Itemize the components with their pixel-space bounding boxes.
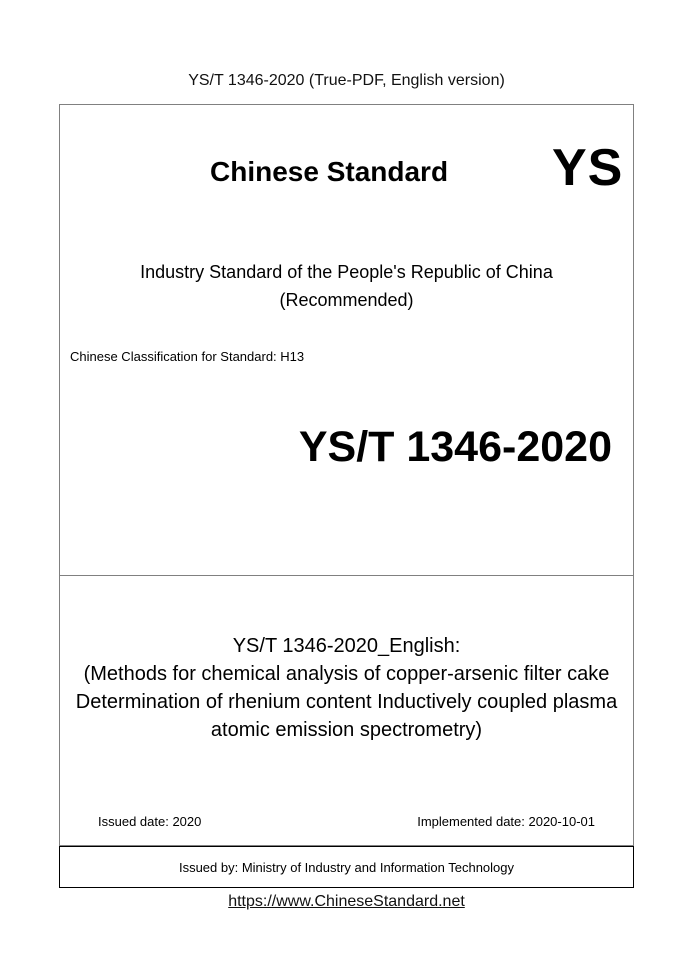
- recommended-line: (Recommended): [279, 290, 414, 310]
- issued-date: Issued date: 2020: [98, 814, 202, 829]
- document-number: YS/T 1346-2020: [298, 423, 612, 471]
- implemented-date: Implemented date: 2020-10-01: [417, 814, 595, 829]
- english-title-line: YS/T 1346-2020_English:: [232, 635, 461, 657]
- industry-statement: [59, 258, 634, 314]
- issuer-box: [59, 846, 634, 888]
- issuer-text: Issued by: Ministry of Industry and Information Technology: [178, 859, 515, 875]
- english-title-line: atomic emission spectrometry): [210, 719, 483, 741]
- standard-code: YS: [552, 139, 624, 197]
- english-title: [59, 632, 634, 744]
- english-title-line: Determination of rhenium content Inductively coupled plasma: [75, 691, 618, 713]
- document-header-title: YS/T 1346-2020 (True-PDF, English version): [188, 72, 505, 89]
- industry-line: Industry Standard of the People's Republic of China: [140, 262, 553, 282]
- english-title-line: (Methods for chemical analysis of copper-arsenic filter cake: [83, 663, 610, 685]
- classification-label: Chinese Classification for Standard: H13: [70, 349, 305, 364]
- cover-divider: [59, 575, 634, 576]
- standard-name: Chinese Standard: [210, 156, 449, 187]
- website-link[interactable]: https://www.ChineseStandard.net: [228, 893, 465, 910]
